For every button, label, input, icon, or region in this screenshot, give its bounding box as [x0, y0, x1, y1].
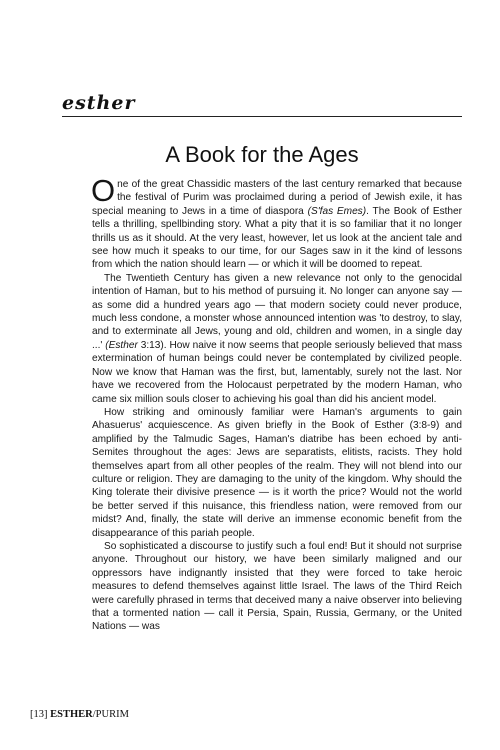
- paragraph: [92, 540, 462, 634]
- text-run: So sophisticated a discourse to justify such a foul end! But it should not surprise anyone. Throughout our history, we have been similarly maligned and our oppressors have indignantly insisted that they were forced to take heroic measures to defend themselves against little Israel. The laws of the Third Reich were carefully phrased in terms that deceived many a naive observer into believing that a tormented nation — call it Persia, Spain, Russia, Germany, or the United Nations — was: [92, 540, 462, 633]
- book-name: ESTHER: [50, 709, 93, 720]
- text-run: ne of the great Chassidic masters of the last century remarked that because the festival of Purim was proclaimed during a period of Jewish exile, it has special meaning to Jews in a time of diaspora: [92, 179, 462, 217]
- header-rule: [62, 116, 462, 117]
- text-run: The Twentieth Century has given a new relevance not only to the genocidal intention of Haman, but to his method of pursuing it. No longer can anyone say — as some did a hundred years ago — that modern society could never produce, much less condone, a monster whose announced intention was 'to destroy, to slay, and to exterminate all Jews, young and old, children and women, in a single day ...': [92, 272, 462, 351]
- text-run: . The Book of Esther tells a thrilling, spellbinding story. What a pity that it is so familiar that it no longer thrills us as it should. At the very least, however, let us look at the ancient tale and see how much it speaks to our time, for our Sages saw in it the kind of lessons from which the nation should learn — or which it will be doomed to repeat.: [92, 205, 463, 271]
- chapter-title: A Book for the Ages: [165, 142, 359, 167]
- body-text: [91, 173, 463, 634]
- italic-text: (Esther: [105, 339, 138, 351]
- paragraph: [92, 406, 462, 540]
- paragraph: [92, 272, 462, 406]
- text-run: 3:13). How naive it now seems that people seriously believed that mass extermination of human beings could never be contemplated by civilized people. Now we know that Haman was the first, but, lamentably, surely not the last. Nor have we recovered from the Holocaust perpetrated by the modern Haman, who came six million souls closer to achieving his goal than did his ancient model.: [92, 339, 462, 405]
- paragraph: [91, 173, 463, 272]
- page-footer: [30, 709, 129, 720]
- section-name: /PURIM: [92, 709, 129, 720]
- running-head: esther: [62, 92, 136, 114]
- italic-text: (S'fas Emes): [307, 205, 367, 217]
- text-run: How striking and ominously familiar were Haman's arguments to gain Ahasuerus' acquiescence. As given briefly in the Book of Esther (3:8-9) and amplified by the Talmudic Sages, Haman's diatribe has been echoed by anti-Semites throughout the ages: Jews are separatists, elitists, racists. They hold themselves apart from all other peoples of the realm. They will not blend into our culture or religion. They are damaging to the unity of the kingdom. Why should the King tolerate their divisive presence — is it worth the price? Would not the world be better served if this nuisance, this friendless nation, were removed from our midst? And, finally, the state will derive an immense economic benefit from the disappearance of this pariah people.: [92, 406, 462, 539]
- drop-cap: O: [91, 173, 116, 208]
- page-number: [13]: [30, 709, 48, 720]
